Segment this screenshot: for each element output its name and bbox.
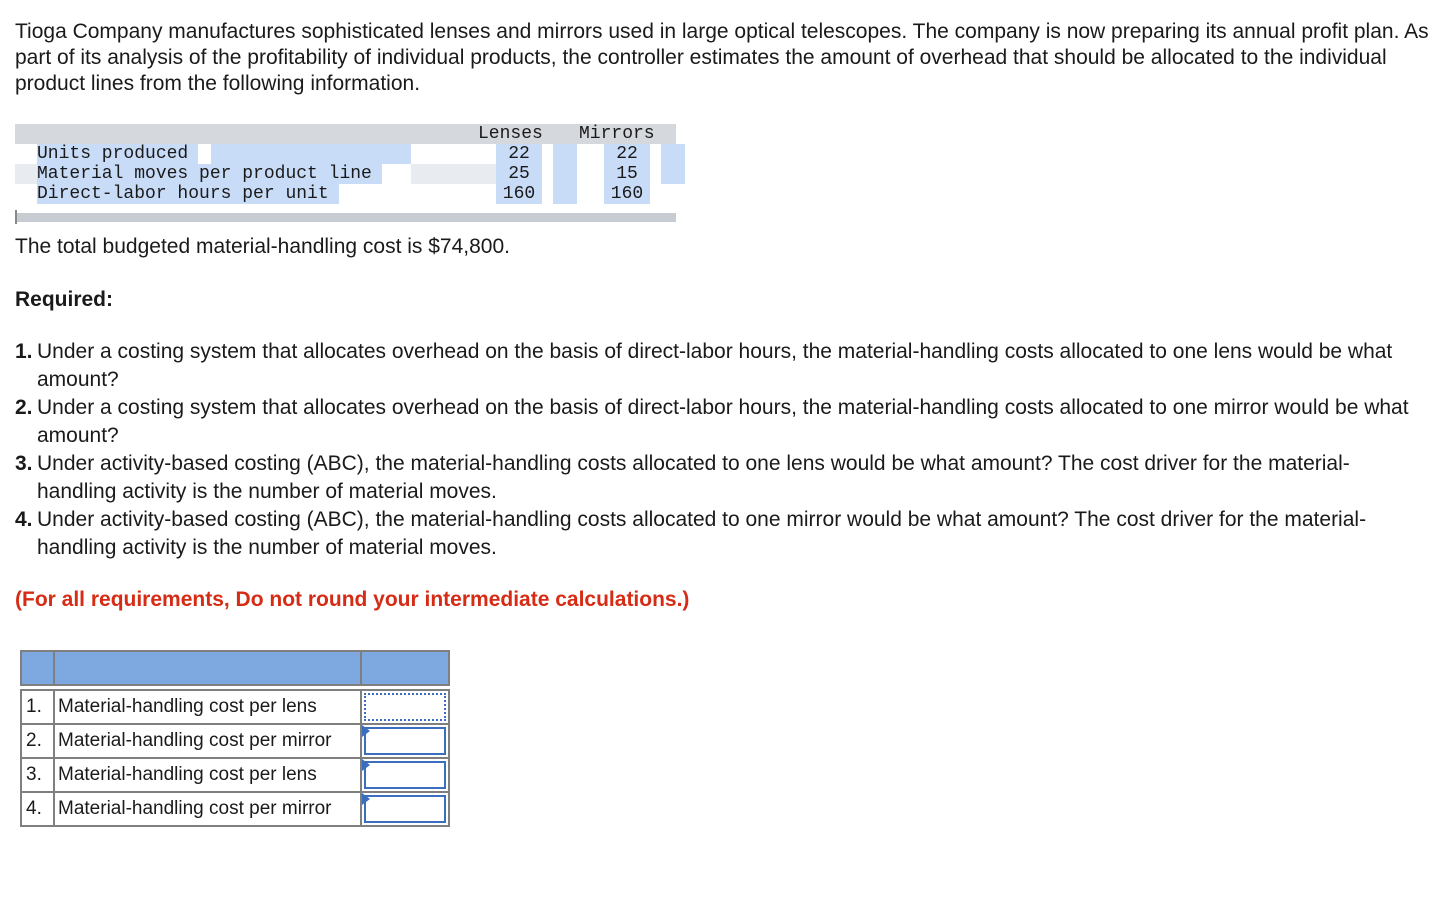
cell-mirrors-hours: 160: [604, 184, 650, 204]
row-label-labor-hours: Direct-labor hours per unit: [37, 184, 339, 204]
answer-input-4[interactable]: [361, 792, 449, 826]
answer-input-3[interactable]: [361, 758, 449, 792]
col-header-mirrors: Mirrors: [579, 124, 655, 144]
answer-input-1[interactable]: [361, 690, 449, 724]
cell-lenses-units: 22: [496, 144, 542, 164]
required-heading: Required:: [15, 288, 114, 311]
requirement-item: 1. Under a costing system that allocates overhead on the basis of direct-labor hours, the material-handling costs allocated to one lens would be what amount?: [15, 340, 1393, 391]
table-header-bar: [15, 124, 676, 144]
table-row: [21, 690, 449, 724]
col-header-lenses: Lenses: [478, 124, 543, 144]
total-cost-text: The total budgeted material-handling cost is $74,800.: [15, 235, 510, 258]
answer-row-label: Material-handling cost per lens: [54, 690, 361, 724]
cell-lenses-moves: 25: [496, 164, 542, 184]
table-footer-bar: [15, 210, 676, 224]
answer-row-label: Material-handling cost per mirror: [54, 792, 361, 826]
answer-row-label: Material-handling cost per mirror: [54, 724, 361, 758]
requirement-item: 4. Under activity-based costing (ABC), the material-handling costs allocated to one mirror would be what amount? The cost driver for the material-handling activity is the number of material moves.: [15, 508, 1367, 559]
input-marker-icon: [362, 725, 370, 737]
answer-row-number: 4.: [21, 792, 54, 826]
input-marker-icon: [362, 793, 370, 805]
answer-table: [20, 650, 450, 827]
input-marker-icon: [362, 759, 370, 771]
answer-row-number: 2.: [21, 724, 54, 758]
problem-intro: Tioga Company manufactures sophisticated lenses and mirrors used in large optical telescopes. The company is now preparing its annual profit plan. As part of its analysis of the profitability of individual products, the controller estimates the amount of overhead that should be allocated to the individual product lines from the following information.: [15, 20, 1429, 95]
row-label-material-moves: Material moves per product line: [37, 164, 382, 184]
product-data-table: [15, 124, 676, 224]
requirement-item: 2. Under a costing system that allocates overhead on the basis of direct-labor hours, the material-handling costs allocated to one mirror would be what amount?: [15, 396, 1409, 447]
table-row: [21, 758, 449, 792]
answer-header-row: [21, 651, 449, 685]
rounding-note: (For all requirements, Do not round your intermediate calculations.): [15, 588, 690, 611]
requirement-item: 3. Under activity-based costing (ABC), the material-handling costs allocated to one lens would be what amount? The cost driver for the material-handling activity is the number of material moves.: [15, 452, 1350, 503]
answer-row-number: 1.: [21, 690, 54, 724]
answer-input-2[interactable]: [361, 724, 449, 758]
table-row: [21, 724, 449, 758]
table-row: [21, 792, 449, 826]
cell-mirrors-moves: 15: [604, 164, 650, 184]
row-label-units: Units produced: [37, 144, 198, 164]
answer-row-label: Material-handling cost per lens: [54, 758, 361, 792]
cell-mirrors-units: 22: [604, 144, 650, 164]
answer-row-number: 3.: [21, 758, 54, 792]
cell-lenses-hours: 160: [496, 184, 542, 204]
requirements-list: [15, 338, 1425, 562]
